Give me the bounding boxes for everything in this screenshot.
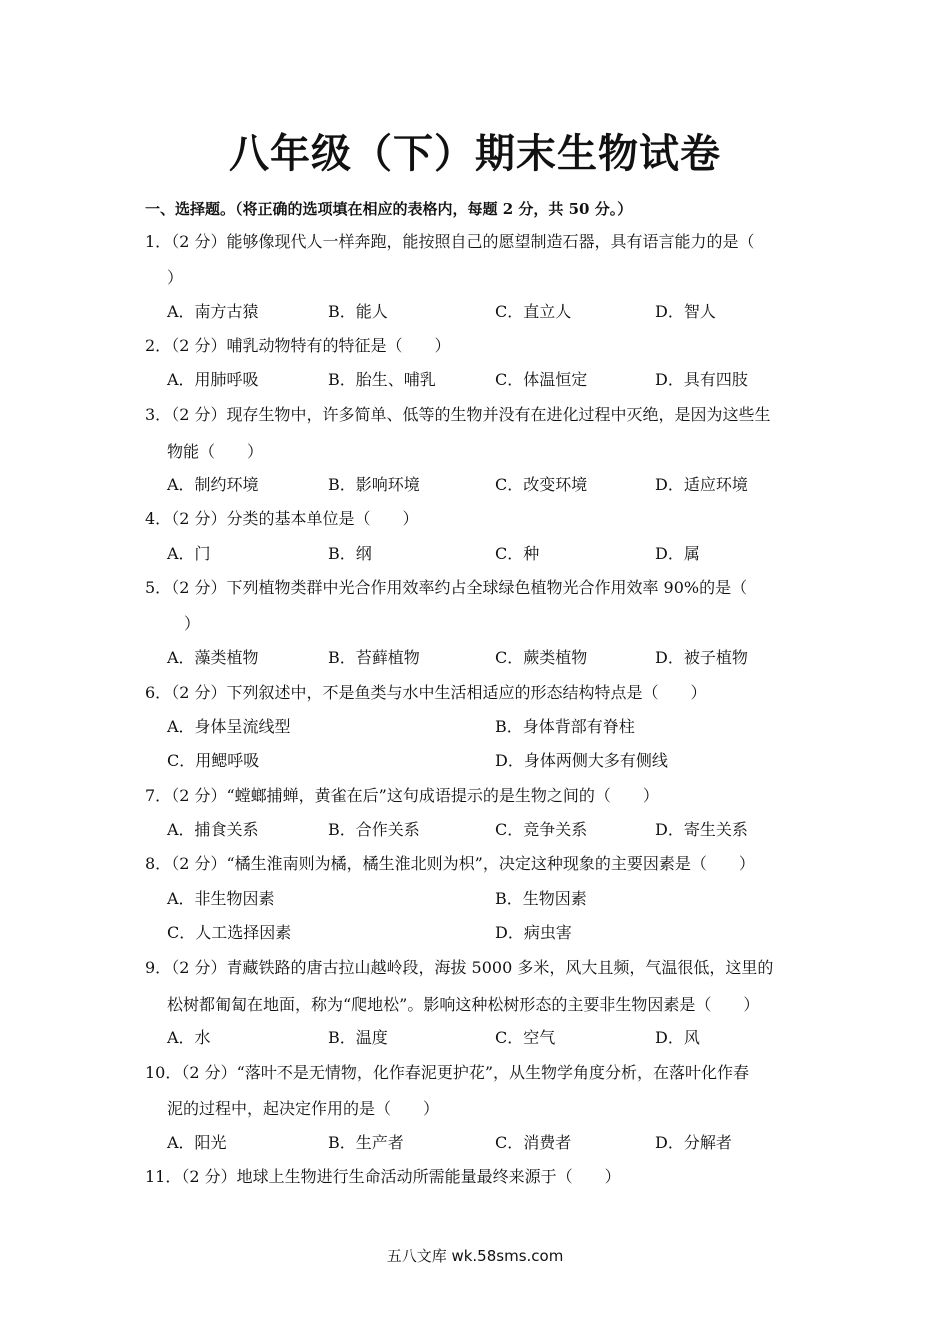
q9-option-c: C．空气 bbox=[495, 1028, 556, 1047]
section-heading: 一、选择题。（将正确的选项填在相应的表格内，每题 2 分，共 50 分。） bbox=[145, 200, 633, 218]
q10-option-a: A．阳光 bbox=[167, 1133, 227, 1152]
question-1-line-2: ） bbox=[167, 268, 184, 287]
question-3-line-2: 物能（ ） bbox=[167, 442, 264, 461]
q7-option-b: B．合作关系 bbox=[328, 820, 420, 839]
q5-option-a: A．藻类植物 bbox=[167, 648, 259, 667]
q4-option-d: D．属 bbox=[655, 544, 700, 563]
q2-option-a: A．用肺呼吸 bbox=[167, 370, 259, 389]
q7-option-c: C．竞争关系 bbox=[495, 820, 588, 839]
q1-option-c: C．直立人 bbox=[495, 302, 572, 321]
q2-option-d: D．具有四肢 bbox=[655, 370, 748, 389]
question-11-line-1: 11．（2 分）地球上生物进行生命活动所需能量最终来源于（ ） bbox=[145, 1167, 621, 1186]
q2-option-c: C．体温恒定 bbox=[495, 370, 588, 389]
q4-option-c: C．种 bbox=[495, 544, 540, 563]
question-7-line-1: 7．（2 分）“螳螂捕蝉，黄雀在后”这句成语提示的是生物之间的（ ） bbox=[145, 786, 659, 805]
q9-option-d: D．风 bbox=[655, 1028, 700, 1047]
q8-option-b: B．生物因素 bbox=[495, 889, 587, 908]
question-5-line-1: 5．（2 分）下列植物类群中光合作用效率约占全球绿色植物光合作用效率 90%的是（ bbox=[145, 578, 748, 597]
q3-option-b: B．影响环境 bbox=[328, 475, 420, 494]
q5-option-d: D．被子植物 bbox=[655, 648, 748, 667]
q9-option-b: B．温度 bbox=[328, 1028, 388, 1047]
q6-option-d: D．身体两侧大多有侧线 bbox=[495, 751, 668, 770]
q5-option-c: C．蕨类植物 bbox=[495, 648, 588, 667]
q3-option-d: D．适应环境 bbox=[655, 475, 748, 494]
q6-option-c: C．用鳃呼吸 bbox=[167, 751, 260, 770]
q7-option-d: D．寄生关系 bbox=[655, 820, 748, 839]
q4-option-b: B．纲 bbox=[328, 544, 372, 563]
question-10-line-1: 10．（2 分）“落叶不是无情物，化作春泥更护花”，从生物学角度分析，在落叶化作春 bbox=[145, 1063, 750, 1082]
q10-option-b: B．生产者 bbox=[328, 1133, 404, 1152]
question-2-line-1: 2．（2 分）哺乳动物特有的特征是（ ） bbox=[145, 336, 451, 355]
q8-option-c: C．人工选择因素 bbox=[167, 923, 292, 942]
question-6-line-1: 6．（2 分）下列叙述中，不是鱼类与水中生活相适应的形态结构特点是（ ） bbox=[145, 683, 707, 702]
question-4-line-1: 4．（2 分）分类的基本单位是（ ） bbox=[145, 509, 419, 528]
q10-option-d: D．分解者 bbox=[655, 1133, 732, 1152]
q1-option-b: B．能人 bbox=[328, 302, 388, 321]
question-1-line-1: 1．（2 分）能够像现代人一样奔跑，能按照自己的愿望制造石器，具有语言能力的是（ bbox=[145, 232, 755, 251]
q8-option-a: A．非生物因素 bbox=[167, 889, 275, 908]
q4-option-a: A．门 bbox=[167, 544, 211, 563]
q1-option-d: D．智人 bbox=[655, 302, 716, 321]
question-3-line-1: 3．（2 分）现存生物中，许多简单、低等的生物并没有在进化过程中灭绝，是因为这些生 bbox=[145, 405, 771, 424]
q8-option-d: D．病虫害 bbox=[495, 923, 572, 942]
page-title: 八年级（下）期末生物试卷 bbox=[229, 130, 721, 177]
question-9-line-2: 松树都匍匐在地面，称为“爬地松”。影响这种松树形态的主要非生物因素是（ ） bbox=[167, 995, 760, 1014]
question-9-line-1: 9．（2 分）青藏铁路的唐古拉山越岭段，海拔 5000 多米，风大且频，气温很低，这里的 bbox=[145, 958, 774, 977]
question-8-line-1: 8．（2 分）“橘生淮南则为橘，橘生淮北则为枳”，决定这种现象的主要因素是（ ） bbox=[145, 854, 755, 873]
q5-option-b: B．苔藓植物 bbox=[328, 648, 420, 667]
q6-option-b: B．身体背部有脊柱 bbox=[495, 717, 635, 736]
q3-option-c: C．改变环境 bbox=[495, 475, 588, 494]
q6-option-a: A．身体呈流线型 bbox=[167, 717, 291, 736]
q9-option-a: A．水 bbox=[167, 1028, 211, 1047]
question-10-line-2: 泥的过程中，起决定作用的是（ ） bbox=[167, 1099, 440, 1118]
footer-watermark: 五八文库 wk.58sms.com bbox=[386, 1247, 564, 1265]
q10-option-c: C．消费者 bbox=[495, 1133, 572, 1152]
q2-option-b: B．胎生、哺乳 bbox=[328, 370, 436, 389]
q1-option-a: A．南方古猿 bbox=[167, 302, 259, 321]
q3-option-a: A．制约环境 bbox=[167, 475, 259, 494]
question-5-line-2: ） bbox=[184, 614, 201, 633]
q7-option-a: A．捕食关系 bbox=[167, 820, 259, 839]
